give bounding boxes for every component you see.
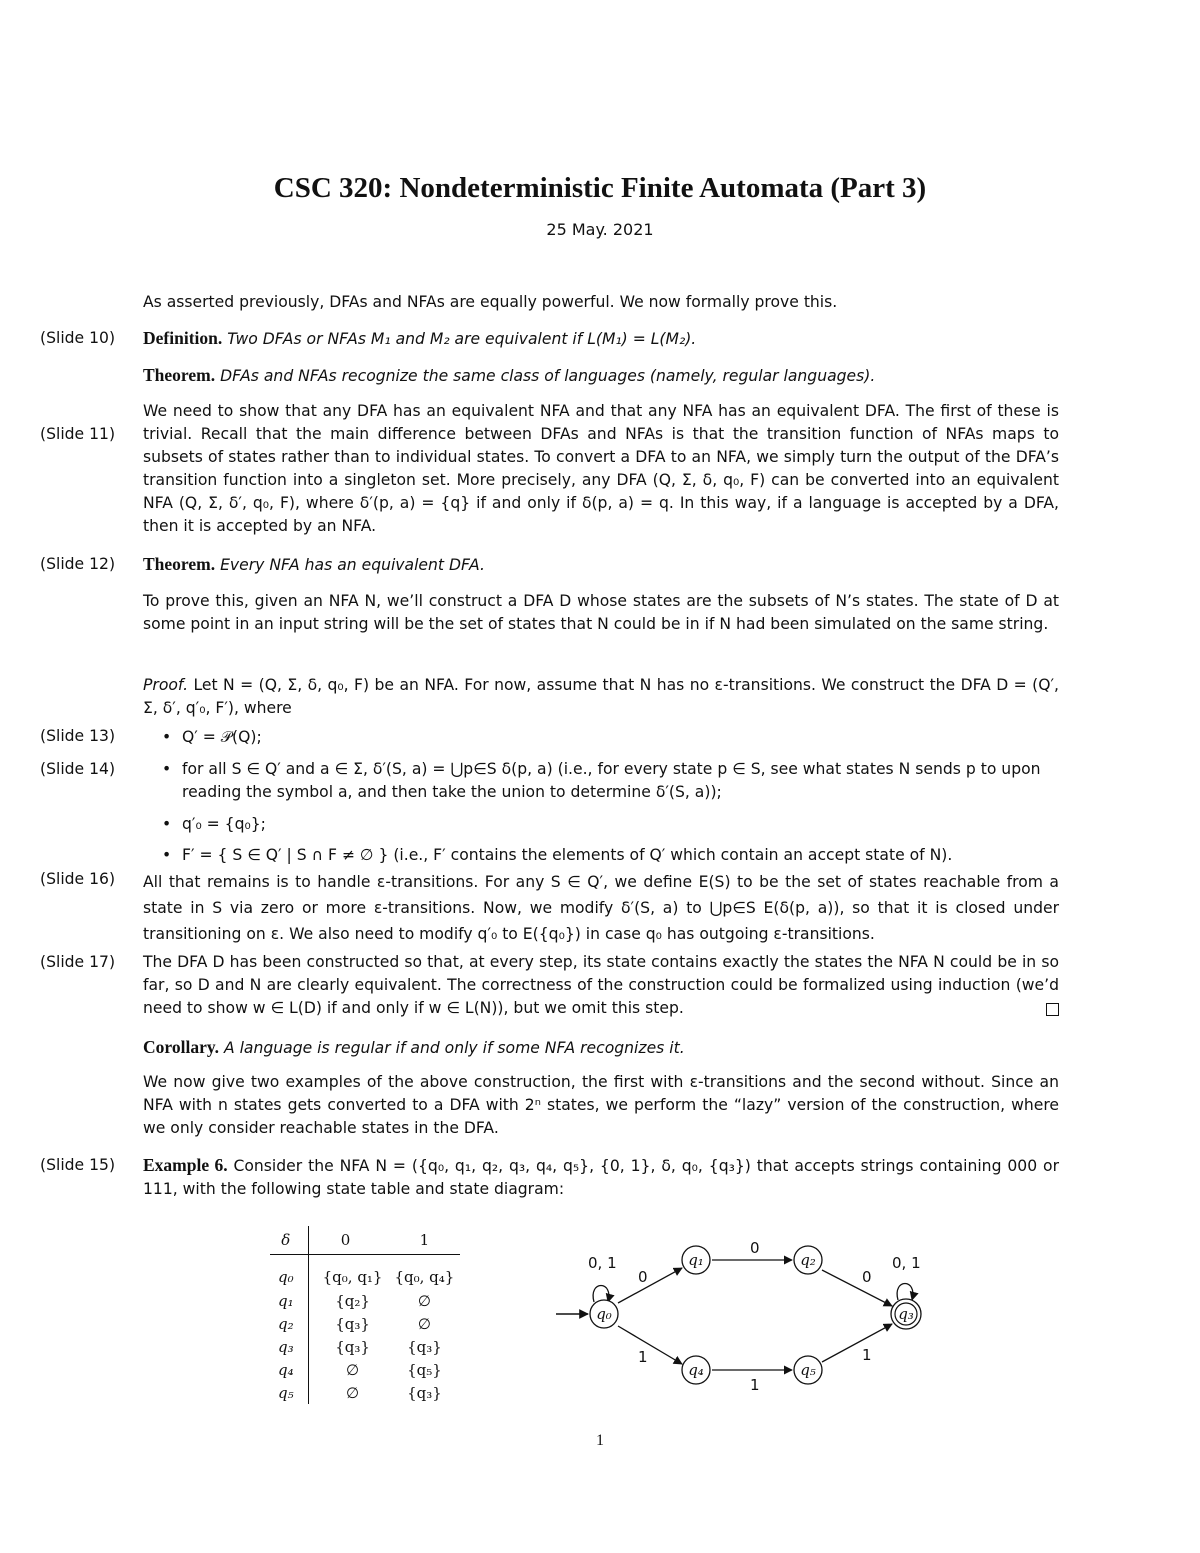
table-cell: ∅ bbox=[417, 1314, 431, 1333]
table-row bbox=[270, 1335, 460, 1358]
theorem-equivalence bbox=[143, 364, 1059, 388]
table-cell: q₂ bbox=[270, 1312, 308, 1335]
transition-edge bbox=[618, 1268, 682, 1303]
definition-text: Two DFAs or NFAs M₁ and M₂ are equivalent if L(M₁) = L(M₂). bbox=[227, 330, 697, 348]
table-row bbox=[270, 1289, 460, 1312]
state-label: q₀ bbox=[596, 1305, 612, 1323]
definition bbox=[143, 327, 1059, 351]
slide-label-15: (Slide 15) bbox=[40, 1156, 116, 1174]
example-text: Consider the NFA N = ({q₀, q₁, q₂, q₃, q₄, q₅}, {0, 1}, δ, q₀, {q₃}) that accepts strings containing 000 or 111, with the following state table and state diagram: bbox=[143, 1157, 1060, 1198]
definition-label: Definition. bbox=[143, 328, 223, 348]
transition-label: 1 bbox=[862, 1346, 872, 1364]
nfa-state-diagram bbox=[550, 1230, 930, 1400]
transition-label: 0 bbox=[638, 1268, 648, 1286]
list-item: • Q′ = 𝒫(Q); bbox=[160, 726, 1060, 749]
construction-list bbox=[160, 726, 1060, 867]
state-q0 bbox=[590, 1300, 618, 1328]
transition-edge bbox=[822, 1324, 892, 1362]
transition-edge bbox=[618, 1326, 682, 1364]
transition-label: 1 bbox=[638, 1348, 648, 1366]
transition-edge bbox=[593, 1286, 609, 1303]
slide-label-14: (Slide 14) bbox=[40, 760, 116, 778]
state-label: q₄ bbox=[688, 1361, 704, 1379]
corollary-text: A language is regular if and only if some NFA recognizes it. bbox=[223, 1039, 685, 1057]
state-q3-accept bbox=[891, 1299, 921, 1329]
theorem-text: DFAs and NFAs recognize the same class of languages (namely, regular languages). bbox=[220, 367, 876, 385]
state-q4 bbox=[682, 1356, 710, 1384]
constructed-paragraph bbox=[143, 951, 1059, 1020]
transition-label: 0, 1 bbox=[588, 1254, 617, 1272]
slide-label-12: (Slide 12) bbox=[40, 555, 116, 573]
table-cell: ∅ bbox=[346, 1383, 360, 1402]
table-row bbox=[270, 1358, 460, 1381]
list-item: • q′₀ = {q₀}; bbox=[160, 813, 1060, 836]
proof-paragraph bbox=[143, 674, 1059, 720]
table-cell: {q₃} bbox=[407, 1383, 442, 1402]
table-cell: {q₀, q₄} bbox=[394, 1268, 455, 1286]
table-header: δ bbox=[270, 1226, 308, 1255]
table-cell: q₁ bbox=[270, 1289, 308, 1312]
transition-label: 0 bbox=[750, 1239, 760, 1257]
table-row bbox=[270, 1381, 460, 1404]
qed-box-icon bbox=[1046, 1003, 1059, 1016]
page-title: CSC 320: Nondeterministic Finite Automata (Part 3) bbox=[273, 172, 927, 204]
theorem-label: Theorem. bbox=[143, 554, 216, 574]
prove-paragraph: To prove this, given an NFA N, we’ll construct a DFA D whose states are the subsets of N’s states. The state of D at some point in an input string will be the set of states that N could be in if N had been simulated on the same string. bbox=[143, 592, 1059, 633]
slide-label-16: (Slide 16) bbox=[40, 870, 116, 888]
table-cell: ∅ bbox=[417, 1291, 431, 1310]
table-cell: ∅ bbox=[346, 1360, 360, 1379]
table-row bbox=[270, 1312, 460, 1335]
table-cell: {q₅} bbox=[407, 1360, 442, 1379]
equivalence-paragraph: We need to show that any DFA has an equivalent NFA and that any NFA has an equivalent DFA. The first of these is trivial. Recall that the main difference between DFAs and NFAs is that the transition function of NFAs maps to subsets of states rather than to individual states. To convert a DFA to an NFA, we simply turn the output of the DFA’s transition function into a singleton set. More precisely, any DFA (Q, Σ, δ, q₀, F) can be converted into an equivalent NFA (Q, Σ, δ′, q₀, F), where δ′(p, a) = {q} if and only if δ(p, a) = q. In this way, if a language is accepted by a DFA, then it is accepted by an NFA. bbox=[143, 402, 1059, 535]
table-cell: q₄ bbox=[270, 1358, 308, 1381]
table-cell: {q₃} bbox=[335, 1337, 370, 1356]
table-cell: q₃ bbox=[270, 1335, 308, 1358]
state-label: q₁ bbox=[688, 1251, 704, 1269]
corollary-label: Corollary. bbox=[143, 1037, 219, 1057]
list-item: • for all S ∈ Q′ and a ∈ Σ, δ′(S, a) = ⋃p∈S δ(p, a) (i.e., for every state p ∈ S, see what states N sends p to upon reading the symbol a, and then take the union to determine δ′(S, a)); bbox=[160, 758, 1060, 804]
table-header: 1 bbox=[388, 1226, 460, 1255]
transition-label: 1 bbox=[750, 1376, 760, 1394]
table-cell: {q₃} bbox=[335, 1314, 370, 1333]
table-cell: q₀ bbox=[270, 1255, 308, 1290]
constructed-text: The DFA D has been constructed so that, at every step, its state contains exactly the states the NFA N could be in so far, so D and N are clearly equivalent. The correctness of the construction could be formalized using induction (we’d need to show w ∈ L(D) if and only if w ∈ L(N)), but we omit this step. bbox=[143, 953, 1059, 1017]
date: 25 May. 2021 bbox=[546, 220, 654, 239]
transition-label: 0 bbox=[862, 1268, 872, 1286]
transition-edge bbox=[897, 1284, 913, 1301]
epsilon-paragraph: All that remains is to handle ε-transitions. For any S ∈ Q′, we define E(S) to be the set of states reachable from a state in S via zero or more ε-transitions. Now, we modify δ′(S, a) to ⋃p∈S E(δ(p, a)), so that it is closed under transitioning on ε. We also need to modify q′₀ to E({q₀}) in case q₀ has outgoing ε-transitions. bbox=[143, 873, 1059, 943]
examples-paragraph: We now give two examples of the above construction, the first with ε-transitions and the second without. Since an NFA with n states gets converted to a DFA with 2ⁿ states, we perform the “lazy” version of the construction, where we only consider reachable states in the DFA. bbox=[143, 1073, 1059, 1137]
table-cell: q₅ bbox=[270, 1381, 308, 1404]
list-item: • F′ = { S ∈ Q′ | S ∩ F ≠ ∅ } (i.e., F′ contains the elements of Q′ which contain an accept state of N). bbox=[160, 844, 1060, 867]
state-q1 bbox=[682, 1246, 710, 1274]
proof-label: Proof. bbox=[143, 676, 189, 694]
proof-text: Let N = (Q, Σ, δ, q₀, F) be an NFA. For now, assume that N has no ε-transitions. We construct the DFA D = (Q′, Σ, δ′, q′₀, F′), where bbox=[143, 676, 1059, 717]
transition-label: 0, 1 bbox=[892, 1254, 921, 1272]
table-cell: {q₃} bbox=[407, 1337, 442, 1356]
theorem-text: Every NFA has an equivalent DFA. bbox=[220, 556, 485, 574]
slide-label-13: (Slide 13) bbox=[40, 727, 116, 745]
state-table bbox=[270, 1226, 460, 1404]
page-number: 1 bbox=[596, 1432, 604, 1449]
slide-label-10: (Slide 10) bbox=[40, 329, 116, 347]
theorem-label: Theorem. bbox=[143, 365, 216, 385]
example-label: Example 6. bbox=[143, 1155, 228, 1175]
slide-label-17: (Slide 17) bbox=[40, 953, 116, 971]
slide-label-11: (Slide 11) bbox=[40, 425, 116, 443]
transition-edge bbox=[822, 1270, 892, 1306]
table-cell: {q₀, q₁} bbox=[322, 1268, 383, 1286]
table-cell: {q₂} bbox=[335, 1291, 370, 1310]
table-header: 0 bbox=[308, 1226, 388, 1255]
intro-paragraph: As asserted previously, DFAs and NFAs are equally powerful. We now formally prove this. bbox=[143, 293, 838, 311]
state-label: q₂ bbox=[800, 1251, 816, 1269]
example-paragraph bbox=[143, 1154, 1059, 1201]
state-label: q₅ bbox=[800, 1361, 816, 1379]
state-q2 bbox=[794, 1246, 822, 1274]
state-label: q₃ bbox=[898, 1305, 914, 1323]
table-row bbox=[270, 1255, 460, 1290]
state-q5 bbox=[794, 1356, 822, 1384]
corollary bbox=[143, 1036, 1059, 1060]
theorem-nfa-dfa bbox=[143, 553, 1059, 577]
